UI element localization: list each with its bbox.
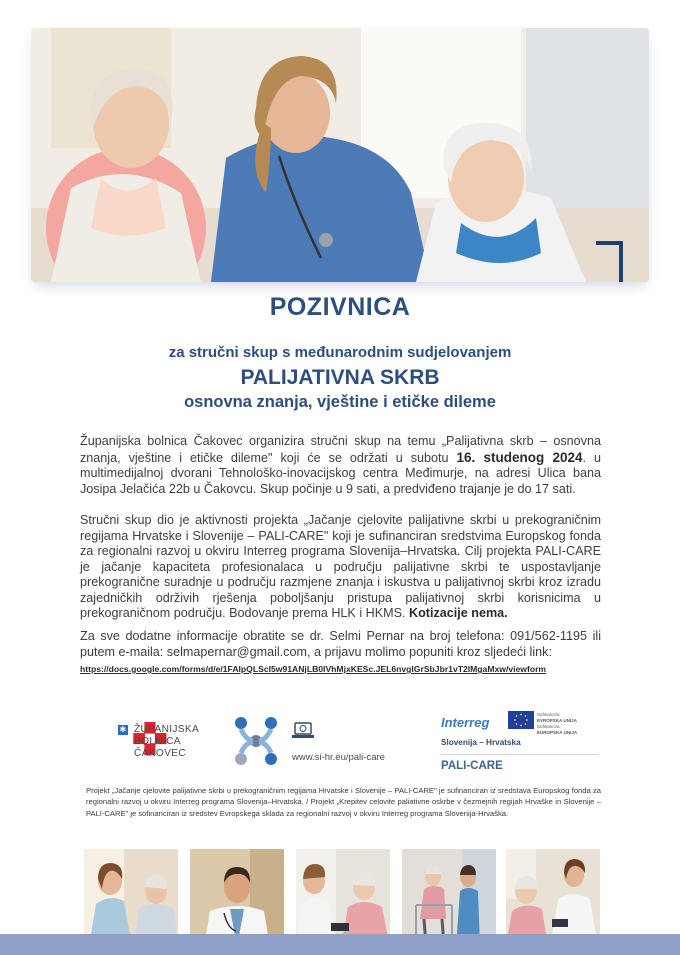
photo-nurse-with-patient bbox=[84, 849, 178, 947]
laptop-icon bbox=[292, 722, 314, 740]
eu-cofunding-text bbox=[537, 712, 577, 736]
eu-line2: EVROPSKA UNIJA bbox=[537, 718, 577, 723]
cross-icon: ✱ bbox=[119, 725, 127, 734]
interreg-logo: Interreg bbox=[441, 715, 490, 730]
event-title: PALIJATIVNA SKRB bbox=[240, 366, 440, 389]
project-paragraph bbox=[80, 513, 601, 622]
no-fee-note: Kotizacije nema. bbox=[409, 606, 508, 620]
project-name: PALI-CARE bbox=[441, 760, 503, 772]
hospital-name bbox=[120, 724, 199, 760]
photo-nurse-checkup bbox=[506, 849, 600, 947]
hospital-name-line2: BOLNICA bbox=[134, 736, 181, 747]
photo-blood-pressure-check bbox=[296, 849, 390, 947]
event-subtitle: za stručni skup s međunarodnim sudjelovanjem bbox=[168, 344, 512, 361]
bottom-decorative-band bbox=[0, 934, 680, 955]
event-tagline: osnovna znanja, vještine i etičke dileme bbox=[184, 393, 496, 411]
hospital-name-line1: ŽUPANIJSKA bbox=[134, 724, 200, 735]
project-website[interactable]: www.si-hr.eu/pali-care bbox=[292, 752, 385, 763]
programme-name: Slovenija – Hrvatska bbox=[441, 738, 521, 747]
eu-line3: Sufinancira bbox=[537, 724, 560, 729]
intro-text-a: Županijska bolnica Čakovec organizira stručni skup na temu „Palijativna skrb – osnovna znanja, vještine i etičke dileme" koji će se održati u subotu bbox=[80, 434, 601, 465]
eu-flag-icon bbox=[508, 711, 534, 729]
hospital-name-line3: ČAKOVEC bbox=[134, 748, 186, 759]
network-logo-icon bbox=[233, 715, 281, 767]
photo-male-doctor bbox=[190, 849, 284, 947]
photo-walker-assistance bbox=[402, 849, 496, 947]
divider bbox=[441, 754, 599, 755]
intro-text-b: . u multimedijalnoj dvorani Tehnološko-inovacijskog centra Međimurje, na adresi Ulica bana Josipa Jelačića 22b u Čakovcu. Skup počinje u 9 sati, a predviđeno trajanje je do 17 sati. bbox=[80, 450, 601, 496]
hero-photo bbox=[31, 28, 649, 282]
event-date: 16. studenog 2024 bbox=[456, 449, 583, 465]
registration-link[interactable]: https://docs.google.com/forms/d/e/1FAIpQLScI5w91ANjLB0IVhMjxKESc.JEL6nvgIGrSbJbr1vT2IMgaMxw/viewform bbox=[80, 664, 547, 674]
eu-line4: EUROPSKA UNIJA bbox=[537, 730, 578, 735]
contact-paragraph: Za sve dodatne informacije obratite se dr. Selmi Pernar na broj telefona: 091/562-1195 ili putem e-maila: selmapernar@gmail.com, a prijavu molimo popuniti kroz sljedeći link: bbox=[80, 629, 601, 659]
invitation-heading: POZIVNICA bbox=[269, 293, 411, 321]
eu-line1: Sofinancira bbox=[537, 712, 560, 717]
funding-footnote: Projekt „Jačanje cjelovite palijativne skrbi u prekograničnim regijama Hrvatske i Slovenije – PALI-CARE" je sufinanciran iz sredstava Europskog fonda za regionalni razvoj u okviru Interreg programa Slovenija–Hrvatska. / Projekt „Krepitev celovite paliativne oskrbe v čezmejnih regijah Hrvaške in Slovenije – PALI-CARE" je sofinanciran iz sredstev Evropskega sklada za regionalni razvoj v okviru Interreg programa Slovenija-Hrvaška. bbox=[86, 786, 601, 818]
intro-paragraph bbox=[80, 434, 601, 497]
project-text: Stručni skup dio je aktivnosti projekta „Jačanje cjelovite palijativne skrbi u prekograničnim regijama Hrvatske i Slovenije – PALI-CARE" koji je sufinanciran sredstvima Europskog fonda za regionalni razvoj u okviru Interreg programa Slovenija–Hrvatska. Cilj projekta PALI-CARE je jačanje kapaciteta profesionalaca u području palijativne skrbi te uspostavljanje prekogranične suradnje u području razmjene znanja i iskustva u palijativnoj skrbi kroz izradu zajedničkih održivih rješenja poboljšanju pristupa palijativnoj skrbi korisnicima u prekograničnom području. Bodovanje prema HLK i HKMS. bbox=[80, 513, 601, 620]
